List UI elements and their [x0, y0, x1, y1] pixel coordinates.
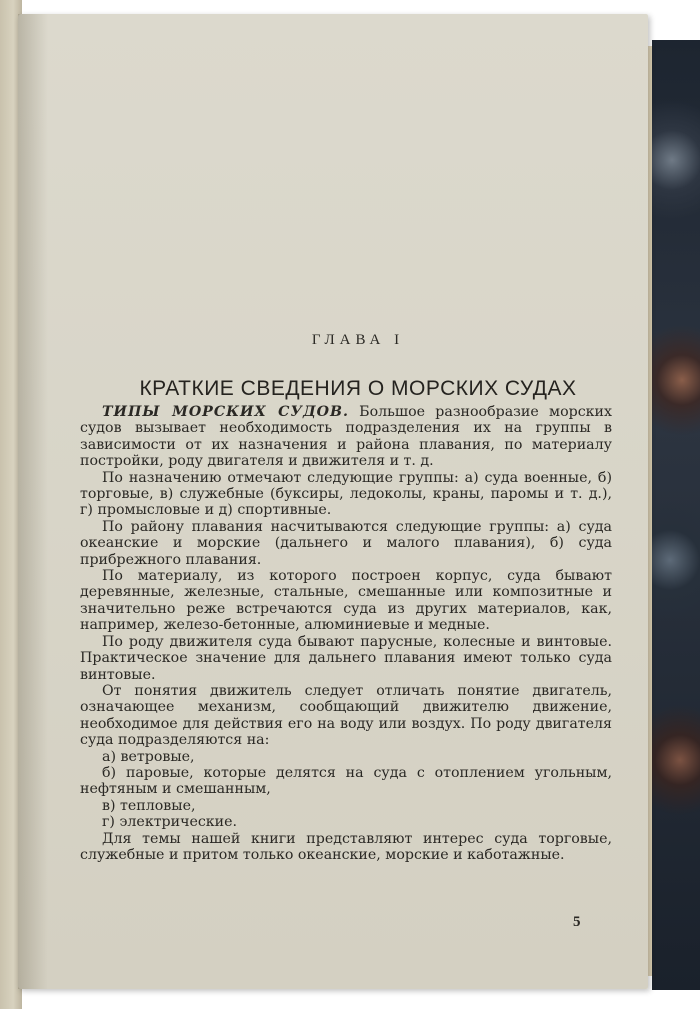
paragraph-1	[80, 404, 612, 470]
paragraph-6: От понятия движитель следует отличать понятие двигатель, означающее механизм, сообщающий движителю движение, необходимое для действия его на воду или воздух. По роду двигателя суда подразделяются на:	[80, 682, 612, 749]
paragraph-3: По району плавания насчитываются следующие группы: а) суда океанские и морские (дальнего и малого плавания), б) суда прибрежного плавания.	[80, 518, 612, 568]
list-item-b: б) паровые, которые делятся на суда с отоплением угольным, нефтяным и смешанным,	[80, 764, 612, 798]
list-item-c: в) тепловые,	[102, 797, 196, 814]
list-item-d: г) электрические.	[102, 814, 238, 831]
paragraph-7: Для темы нашей книги представляют интерес суда торговые, служебные и притом только океанские, морские и каботажные.	[80, 830, 612, 863]
paragraph-1-text: Большое разнообразие морских судов вызывает необходимость подразделения их на группы в зависимости от их назначения и района плавания, по материалу постройки, роду двигателя и движителя и т. д.	[80, 404, 612, 470]
body-text	[80, 404, 612, 863]
paragraph-4: По материалу, из которого построен корпус, суда бывают деревянные, железные, стальные, смешанные или композитные и значительно реже встречаются суда из других материалов, как, например, железо-бетонные, алюминиевые и медные.	[80, 568, 612, 634]
chapter-label: ГЛАВА I	[311, 332, 405, 348]
page-number: 5	[573, 914, 581, 930]
paragraph-5: По роду движителя суда бывают парусные, колесные и винтовые. Практическое значение для дальнего плавания имеют только суда винтовые.	[80, 633, 612, 683]
list-item-a: а) ветровые,	[102, 748, 195, 765]
gutter-shadow	[18, 14, 48, 989]
marbled-cover	[652, 40, 700, 990]
book-page	[18, 14, 648, 989]
chapter-title: КРАТКИЕ СВЕДЕНИЯ О МОРСКИХ СУДАХ	[139, 377, 577, 400]
paragraph-2: По назначению отмечают следующие группы: а) суда военные, б) торговые, в) служебные (буксиры, ледоколы, краны, паромы и т. д.), г) промысловые и д) спортивные.	[80, 469, 612, 519]
section-lead: ТИПЫ МОРСКИХ СУДОВ.	[102, 404, 349, 420]
